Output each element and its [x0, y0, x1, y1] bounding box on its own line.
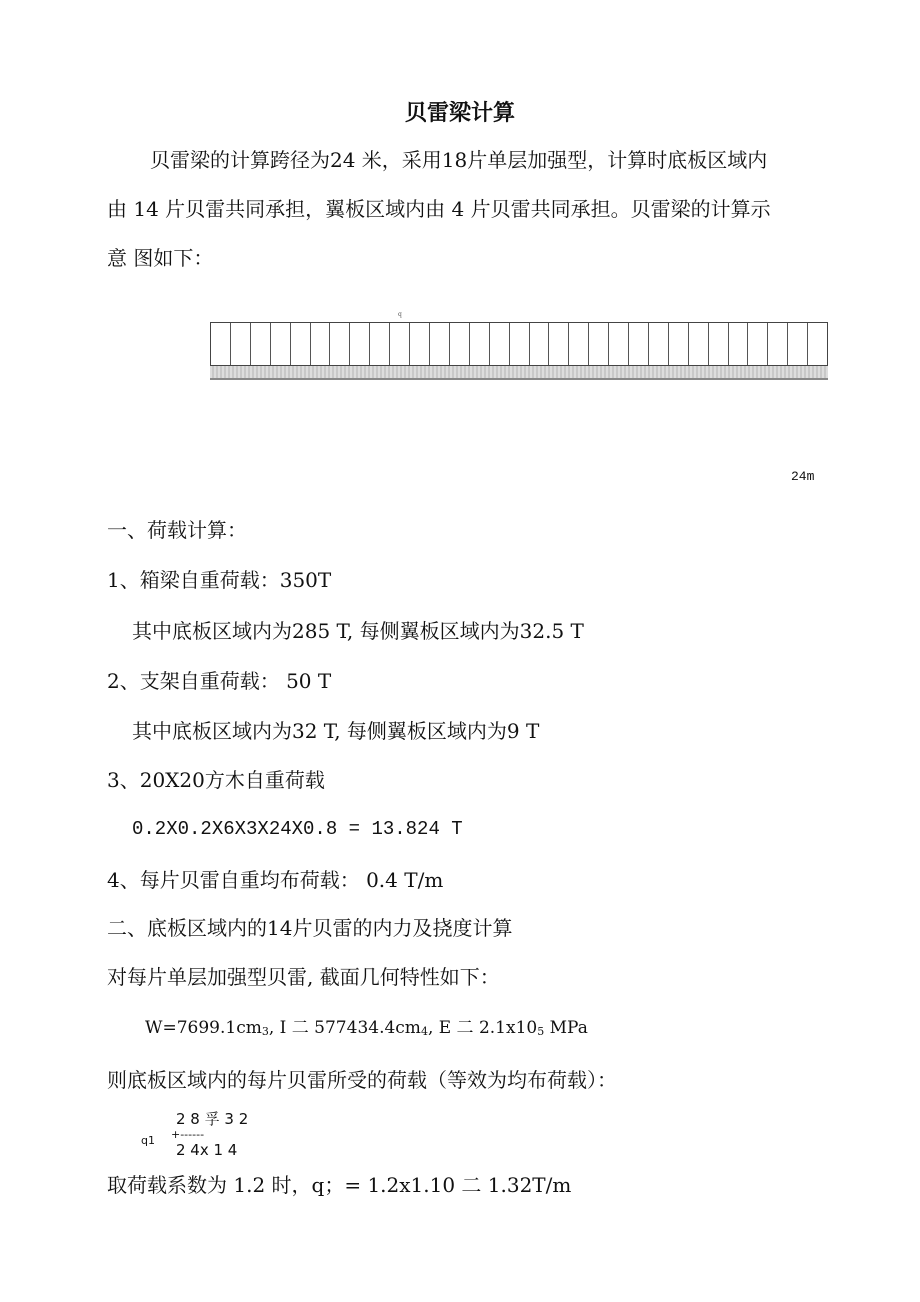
beam-panel	[629, 323, 649, 365]
beam-panel	[470, 323, 490, 365]
e-unit: MPa	[544, 1018, 588, 1038]
w-value: W=7699.1cm	[145, 1018, 262, 1038]
item-formula: 0.2X0.2X6X3X24X0.8 = 13.824 T	[132, 818, 463, 840]
section-heading: 二、底板区域内的14片贝雷的内力及挠度计算	[107, 916, 513, 940]
beam-panel	[291, 323, 311, 365]
paragraph: 取荷载系数为 1.2 时，q；= 1.2x1.10 二 1.32T/m	[107, 1173, 572, 1197]
i-exp: 4	[420, 1025, 428, 1038]
beam-panel	[410, 323, 430, 365]
beam-panel	[569, 323, 589, 365]
intro-line: 由 14 片贝雷共同承担，翼板区域内由 4 片贝雷共同承担。贝雷梁的计算示	[107, 197, 771, 221]
beam-panel	[808, 323, 827, 365]
beam-panel	[689, 323, 709, 365]
fraction-denominator: 2 4x 1 4	[176, 1141, 238, 1159]
beam-panel	[350, 323, 370, 365]
beam-panel	[251, 323, 271, 365]
beam-panel	[669, 323, 689, 365]
fraction-numerator: 2 8 孚 3 2	[176, 1110, 249, 1128]
beam-panel	[390, 323, 410, 365]
beam-panel	[709, 323, 729, 365]
beam-panel	[589, 323, 609, 365]
beam-panel	[549, 323, 569, 365]
i-value: , I 二 577434.4cm	[268, 1018, 421, 1038]
section-heading: 一、荷载计算：	[107, 518, 247, 542]
fraction-bar: +------	[171, 1128, 205, 1141]
beam-panel	[231, 323, 251, 365]
beam-panel	[311, 323, 331, 365]
beam-diagram	[210, 322, 828, 366]
beam-panel	[609, 323, 629, 365]
fraction-q: q1	[141, 1134, 155, 1147]
section-properties	[145, 1020, 588, 1037]
load-label: q	[398, 311, 402, 318]
w-exp: 3	[261, 1025, 269, 1038]
item-detail: 其中底板区域内为285 T, 每侧翼板区域内为32.5 T	[132, 619, 584, 643]
beam-panel	[211, 323, 231, 365]
paragraph: 对每片单层加强型贝雷, 截面几何特性如下：	[107, 965, 500, 989]
beam-panel	[729, 323, 749, 365]
intro-line: 贝雷梁的计算跨径为24 米，采用18片单层加强型，计算时底板区域内	[150, 148, 768, 172]
item: 2、支架自重荷载： 50 T	[107, 669, 332, 693]
item: 3、20X20方木自重荷载	[107, 768, 325, 792]
item-detail: 其中底板区域内为32 T, 每侧翼板区域内为9 T	[132, 719, 540, 743]
intro-line: 意 图如下：	[107, 246, 214, 270]
e-exp: 5	[537, 1025, 545, 1038]
e-value: , E 二 2.1x10	[427, 1018, 538, 1038]
beam-support-band	[210, 366, 828, 380]
beam-panel	[748, 323, 768, 365]
beam-panel	[510, 323, 530, 365]
item: 4、每片贝雷自重均布荷载： 0.4 T/m	[107, 868, 444, 892]
beam-panel	[530, 323, 550, 365]
page-title: 贝雷梁计算	[405, 100, 516, 126]
item: 1、箱梁自重荷载：350T	[107, 568, 332, 592]
beam-panel	[788, 323, 808, 365]
span-label: 24m	[791, 469, 815, 484]
paragraph: 则底板区域内的每片贝雷所受的荷载（等效为均布荷载）：	[107, 1068, 617, 1092]
beam-panel	[490, 323, 510, 365]
beam-panel	[430, 323, 450, 365]
beam-panel	[330, 323, 350, 365]
beam-panel	[271, 323, 291, 365]
beam-panel	[649, 323, 669, 365]
beam-panel	[450, 323, 470, 365]
beam-panel	[768, 323, 788, 365]
beam-panel	[370, 323, 390, 365]
